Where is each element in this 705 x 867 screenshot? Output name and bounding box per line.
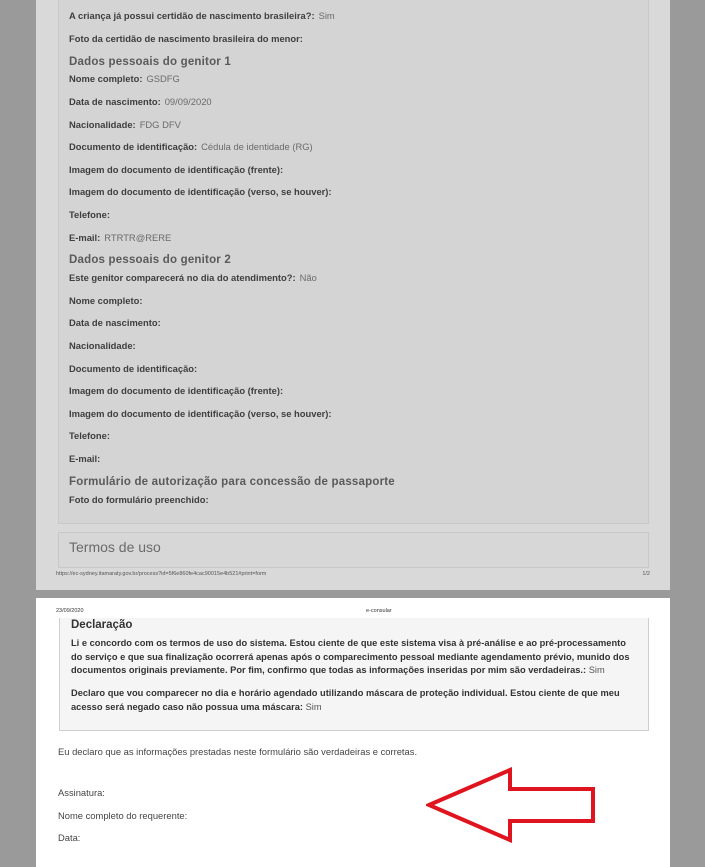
footer-url: https://ec-sydney.itamaraty.gov.br/process?id=5f6e860fe4cac90015e4b521#print=form bbox=[56, 571, 267, 577]
field-row: Nome completo: GSDFG bbox=[69, 73, 180, 84]
field-row: E-mail: RTRTR@RERE bbox=[69, 232, 172, 243]
field-row: E-mail: bbox=[69, 453, 101, 464]
section-passport-form-title: Formulário de autorização para concessão de passaporte bbox=[69, 476, 395, 488]
field-row: Imagem do documento de identificação (frente): bbox=[69, 385, 284, 396]
left-arrow-icon bbox=[426, 767, 596, 843]
field-row: Telefone: bbox=[69, 430, 110, 441]
print-page-1 bbox=[36, 0, 670, 590]
terms-title: Termos de uso bbox=[69, 539, 161, 555]
field-birth-certificate-question: A criança já possui certidão de nascimento brasileira?: Sim bbox=[69, 10, 335, 21]
field-row: Data de nascimento: 09/09/2020 bbox=[69, 96, 212, 107]
declaration-terms-text: Li e concordo com os termos de uso do sistema. Estou ciente de que este sistema visa à pré-análise e ao pré-processamento do serviço e que sua finalização ocorrerá apenas após o comparecimento pessoal mediante agendamento prévio, munido dos documentos originais previamente. Por fim, confirmo que todas as informações inseridas por mim são verdadeiras.: Sim bbox=[71, 638, 630, 675]
field-row: Imagem do documento de identificação (verso, se houver): bbox=[69, 408, 332, 419]
signature-label: Assinatura: bbox=[58, 787, 105, 798]
page-number: 1/2 bbox=[642, 571, 650, 577]
field-row: Documento de identificação: Cédula de identidade (RG) bbox=[69, 141, 313, 152]
print-header-app: e-consular bbox=[366, 608, 392, 614]
field-row: Data de nascimento: bbox=[69, 317, 161, 328]
section-genitor-1-title: Dados pessoais do genitor 1 bbox=[69, 56, 231, 68]
field-row: Nacionalidade: FDG DFV bbox=[69, 119, 181, 130]
declaration-title: Declaração bbox=[71, 619, 133, 631]
declaration-panel bbox=[59, 618, 649, 731]
print-header-date: 23/09/2020 bbox=[56, 608, 84, 614]
field-row: Telefone: bbox=[69, 209, 110, 220]
truthfulness-statement: Eu declaro que as informações prestadas neste formulário são verdadeiras e corretas. bbox=[58, 746, 418, 757]
field-birth-certificate-photo: Foto da certidão de nascimento brasileira do menor: bbox=[69, 33, 303, 44]
field-row: Documento de identificação: bbox=[69, 363, 198, 374]
field-row: Nome completo: bbox=[69, 295, 143, 306]
requester-name-label: Nome completo do requerente: bbox=[58, 810, 188, 821]
field-row: Imagem do documento de identificação (verso, se houver): bbox=[69, 186, 332, 197]
section-genitor-2-title: Dados pessoais do genitor 2 bbox=[69, 254, 231, 266]
date-label: Data: bbox=[58, 832, 81, 843]
field-row: Foto do formulário preenchido: bbox=[69, 494, 209, 505]
field-row: Este genitor comparecerá no dia do atendimento?: Não bbox=[69, 272, 317, 283]
field-row: Nacionalidade: bbox=[69, 340, 136, 351]
field-row: Imagem do documento de identificação (frente): bbox=[69, 164, 284, 175]
declaration-mask-text: Declaro que vou comparecer no dia e horário agendado utilizando máscara de proteção individual. Estou ciente de que meu acesso será negado caso não possua uma máscara: Sim bbox=[71, 688, 620, 712]
